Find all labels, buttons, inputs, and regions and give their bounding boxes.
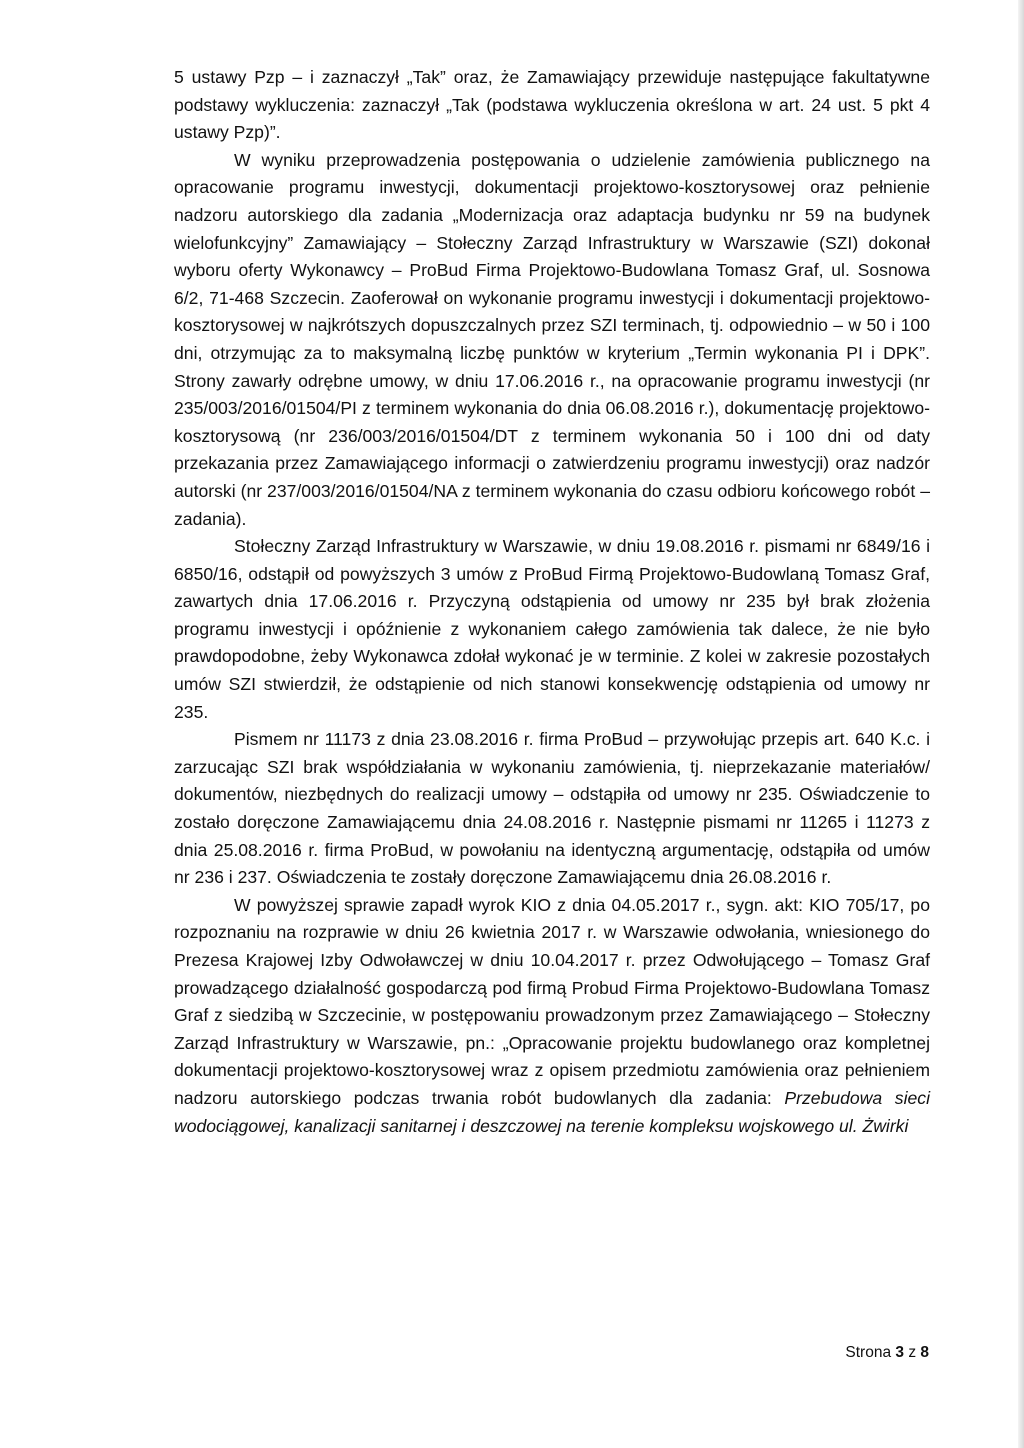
scan-edge-shadow: [1018, 0, 1024, 1448]
page-number: [845, 1343, 929, 1363]
paragraph-eligibility-note: [174, 64, 930, 147]
paragraph-text: Stołeczny Zarząd Infrastruktury w Warszawie, w dniu 19.08.2016 r. pismami nr 6849/16 i 6850/16, odstąpił od powyższych 3 umów z ProBud Firmą Projektowo-Budowlaną Tomasz Graf, zawartych dnia 17.06.2016 r. Przyczyną odstąpienia od umowy nr 235 był brak złożenia programu inwestycji i opóźnienie z wykonaniem całego zamówienia tak dalece, że nie było prawdopodobne, żeby Wykonawca zdołał wykonać je w terminie. Z kolei w zakresie pozostałych umów SZI stwierdził, że odstąpienie od nich stanowi konsekwencję odstąpienia od umowy nr 235.: [174, 536, 930, 722]
paragraph-contract-award: [174, 147, 930, 533]
paragraph-withdrawal-szi: [174, 533, 930, 726]
page-number-current: 3: [895, 1344, 904, 1361]
paragraph-text: W powyższej sprawie zapadł wyrok KIO z dnia 04.05.2017 r., sygn. akt: KIO 705/17, po rozpoznaniu na rozprawie w dniu 26 kwietnia 2017 r. w Warszawie odwołania, wniesionego do Prezesa Krajowej Izby Odwoławczej w dniu 10.04.2017 r. przez Odwołującego – Tomasz Graf prowadzącego działalność gospodarczą pod firmą Probud Firma Projektowo-Budowlana Tomasz Graf z siedzibą w Szczecinie, w postępowaniu prowadzonym przez Zamawiającego – Stołeczny Zarząd Infrastruktury w Warszawie, pn.: „Opracowanie projektu budowlanego oraz kompletnej dokumentacji projektowo-kosztorysowej wraz z opisem przedmiotu zamówienia oraz pełnieniem nadzoru autorskiego podczas trwania robót budowlanych dla zadania:: [174, 894, 930, 1108]
paragraph-text: W wyniku przeprowadzenia postępowania o udzielenie zamówienia publicznego na opracowanie programu inwestycji, dokumentacji projektowo-kosztorysowej oraz pełnienie nadzoru autorskiego dla zadania „Modernizacja oraz adaptacja budynku nr 59 na budynek wielofunkcyjny” Zamawiający – Stołeczny Zarząd Infrastruktury w Warszawie (SZI) dokonał wyboru oferty Wykonawcy – ProBud Firma Projektowo-Budowlana Tomasz Graf, ul. Sosnowa 6/2, 71-468 Szczecin. Zaoferował on wykonanie programu inwestycji i dokumentacji projektowo-kosztorysowej w najkrótszych dopuszczalnych przez SZI terminach, tj. odpowiednio – w 50 i 100 dni, otrzymując za to maksymalną liczbę punktów w kryterium „Termin wykonania PI i DPK”. Strony zawarły odrębne umowy, w dniu 17.06.2016 r., na opracowanie programu inwestycji (nr 235/003/2016/01504/PI z terminem wykonania do dnia 06.08.2016 r.), dokumentację projektowo-kosztorysową (nr 236/003/2016/01504/DT z terminem wykonania 50 i 100 dni od daty przekazania przez Zamawiającego informacji o zatwierdzeniu programu inwestycji) oraz nadzór autorski (nr 237/003/2016/01504/NA z terminem wykonania do czasu odbioru końcowego robót – zadania).: [174, 149, 930, 529]
document-body: [174, 64, 930, 1140]
paragraph-text: Pismem nr 11173 z dnia 23.08.2016 r. firma ProBud – przywołując przepis art. 640 K.c. i zarzucając SZI brak współdziałania w wykonaniu zamówienia, tj. nieprzekazanie materiałów/ dokumentów, niezbędnych do realizacji umowy – odstąpiła od umowy nr 235. Oświadczenie to zostało doręczone Zamawiającemu dnia 24.08.2016 r. Następnie pismami nr 11265 i 11273 z dnia 25.08.2016 r. firma ProBud, w powołaniu na identyczną argumentację, odstąpiła od umów nr 236 i 237. Oświadczenia te zostały doręczone Zamawiającemu dnia 26.08.2016 r.: [174, 729, 930, 888]
paragraph-kio-judgment: [174, 892, 930, 1140]
paragraph-withdrawal-probud: [174, 726, 930, 892]
page-number-total: 8: [920, 1344, 929, 1361]
paragraph-text: 5 ustawy Pzp – i zaznaczył „Tak” oraz, że Zamawiający przewiduje następujące fakultatywne podstawy wykluczenia: zaznaczył „Tak (podstawa wykluczenia określona w art. 24 ust. 5 pkt 4 ustawy Pzp)”.: [174, 67, 930, 143]
page-number-separator: z: [908, 1344, 917, 1361]
paragraph-italic-text: Przebudowa sieci wodociągowej, kanalizacji sanitarnej i deszczowej na terenie kompleksu wojskowego ul. Żwirki: [174, 1087, 930, 1136]
page-number-label: Strona: [845, 1344, 892, 1361]
